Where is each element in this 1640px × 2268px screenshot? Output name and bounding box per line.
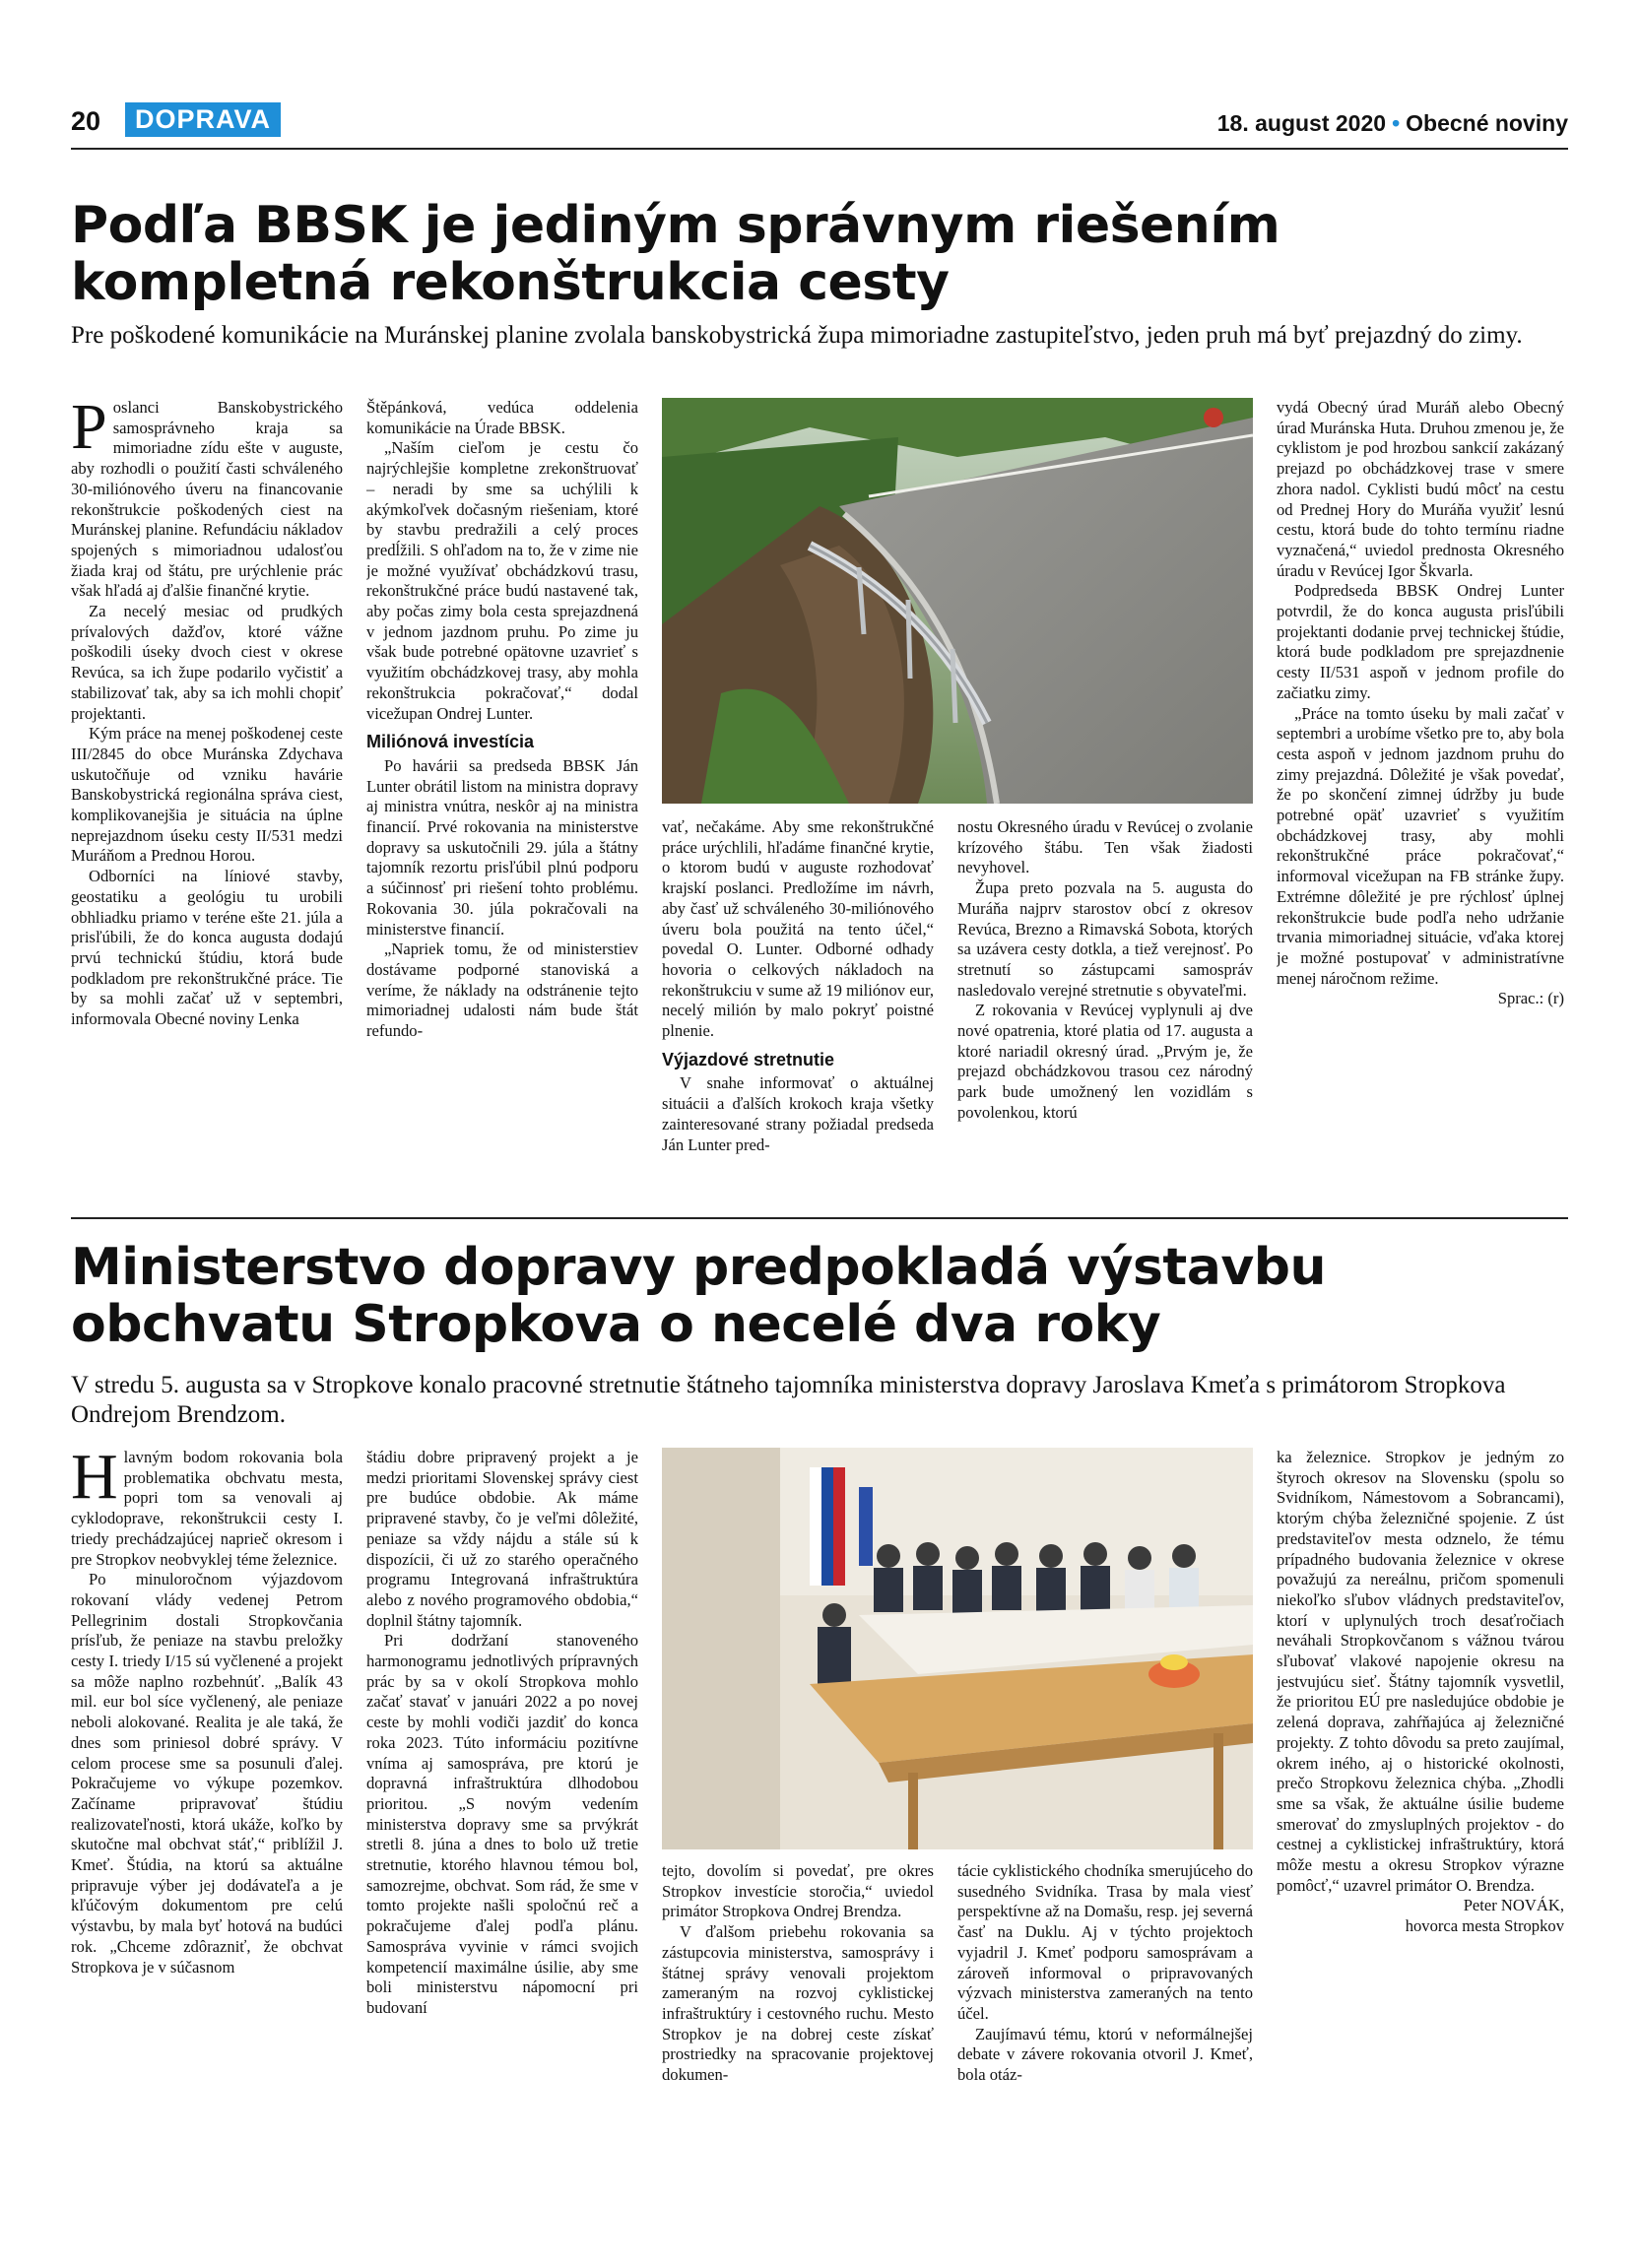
article1-paragraph: Odborníci na líniové stavby, geostatiku a geológiu tu urobili obhliadku priamo v teréne ešte 21. júla a prisľúbili, že do konca augusta dodajú prvú technickú štúdiu, ktorá bude podkladom pre rekonštrukčné práce. Tie by sa mohli začať už v septembri, informovala Obecné noviny Lenka	[71, 867, 343, 1029]
article2-paragraph: Zaujímavú tému, ktorú v neformálnejšej debate v závere rokovania otvoril J. Kmeť, bola otáz-	[957, 2024, 1253, 2085]
article2-author-role: hovorca mesta Stropkov	[1405, 1916, 1564, 1936]
subheading-investicia: Miliónová investícia	[366, 732, 535, 752]
subheading-stretnutie: Výjazdové stretnutie	[662, 1049, 835, 1069]
page-header	[71, 102, 1568, 150]
article1-paragraph: Župa preto pozvala na 5. augusta do Muráňa najprv starostov obcí z okresov Revúca, Brezno a Rimavská Sobota, ktorých sa uzávera cesty dotkla, a tiež verejnosť. Po stretnutí so zástupcami samospráv nasledovalo verejné stretnutie s obyvateľmi.	[957, 878, 1253, 1000]
article2-author: Peter NOVÁK,	[1463, 1896, 1564, 1915]
article2-column-2	[366, 1448, 638, 2206]
drop-cap: P	[71, 398, 107, 463]
article2-lead: V stredu 5. augusta sa v Stropkove konalo pracovné stretnutie štátneho tajomníka ministerstva dopravy Jaroslava Kmeťa s primátorom Stropkova Ondrejom Brendzom.	[71, 1372, 1506, 1428]
article1-paragraph: Za necelý mesiac od prudkých prívalových dažďov, ktoré vážne poškodili úseky dvoch ciest v okrese Revúca, sa ich župe podarilo vyčistiť a stabilizovať tak, aby sa ich mohli chopiť projektanti.	[71, 602, 343, 723]
article1-paragraph: Podpredseda BBSK Ondrej Lunter potvrdil, že do konca augusta prisľúbili projektanti dodanie prvej technickej štúdie, ktorá bude podkladom pre sprejazdnenie cesty II/531 aspoň v jednom profile do začiatku zimy.	[1277, 581, 1564, 702]
article1-signature: Sprac.: (r)	[1497, 989, 1564, 1008]
article1-paragraph: Kým práce na menej poškodenej ceste III/2845 do obce Muránska Zdychava uskutočňuje od vzniku havárie Banskobystrická regionálna správa ciest, komplikovanejšia je situácia na úplne neprejazdnom úseku cesty II/531 medzi Muráňom a Prednou Horou.	[71, 724, 343, 866]
article1-paragraph: Štěpánková, vedúca oddelenia komunikácie na Úrade BBSK.	[366, 398, 638, 437]
meeting-image	[662, 1448, 1253, 1849]
article1-column-4	[957, 817, 1253, 1209]
article2-column-1	[71, 1448, 343, 2206]
article1-paragraph: vať, nečakáme. Aby sme rekonštrukčné práce urýchlili, hľadáme finančné krytie, o ktorom budú v auguste rozhodovať krajskí poslanci. Predložíme im návrh, aby časť už schváleného 30-miliónového úveru bola použitá na tento účel,“ povedal O. Lunter. Odborné odhady hovoria o celkových nákladoch na rekonštrukciu v sume až 19 miliónov eur, necelý milión by malo pokryť poistné plnenie.	[662, 817, 934, 1041]
article1-column-3	[662, 817, 934, 1209]
article1-paragraph: „Napriek tomu, že od ministerstiev dostávame podporné stanoviská a veríme, že náklady na odstránenie tejto mimoriadnej udalosti nám bude štát refundo-	[366, 940, 638, 1041]
article2-paragraph: Hlavným bodom rokovania bola problematika obchvatu mesta, popri tom sa venovali aj cyklodoprave, rekonštrukcii cesty I. triedy prechádzajúcej naprieč okresom i pre Stropkov neobvyklej téme železnice.	[71, 1448, 343, 1569]
article2-paragraph: tácie cyklistického chodníka smerujúceho do susedného Svidníka. Trasa by mala viesť perspektívne až na Domašu, resp. jej severná časť na Duklu. Aj v týchto projektoch vyjadril J. Kmeť podporu samosprávam a zároveň informoval o pripravovaných výzvach ministerstva zameraných na tento účel.	[957, 1861, 1253, 2023]
article1-title: Podľa BBSK je jediným správnym riešením kompletná rekonštrukcia cesty	[71, 196, 1280, 312]
article1-column-1	[71, 398, 343, 1209]
article1-paragraph: V snahe informovať o aktuálnej situácii a ďalších krokoch kraja všetky zainteresované strany požiadal predseda Ján Lunter pred-	[662, 1073, 934, 1154]
article2-paragraph: Po minuloročnom výjazdovom rokovaní vlády vedenej Petrom Pellegrinim dostali Stropkovčania prísľub, že peniaze na stavbu preložky cesty I. triedy I/15 sú vyčlenené a projekt sa môže naplno rozbehnúť. „Balík 43 mil. eur bol síce vyčlenený, ale peniaze neboli alokované. Realita je ale taká, že dnes som priniesol dobré správy. V celom procese sme sa posunuli ďalej. Pokračujeme vo výkupe pozemkov. Začíname pripravovať štúdiu realizovateľnosti, ktorá ukáže, koľko by skutočne mal obchvat stáť,“ priblížil J. Kmeť. Štúdia, na ktorú sa aktuálne pripravuje výber jej dodávateľa a je kľúčovým dokumentom pre celú výstavbu, by mala byť hotová na budúci rok. „Chceme zdôrazniť, že obchvat Stropkova je v súčasnom	[71, 1570, 343, 1976]
drop-cap: H	[71, 1448, 118, 1513]
publication-name: Obecné noviny	[1406, 110, 1568, 136]
road-damage-photo	[662, 398, 1253, 804]
article1-column-5	[1277, 398, 1564, 1209]
article1-paragraph: Po havárii sa predseda BBSK Ján Lunter obrátil listom na ministra dopravy aj ministra vnútra, neskôr aj na ministra financií. Prvé rokovania na ministerstve dopravy sa uskutočnili 29. júla a štátny tajomník rezortu prisľúbil plnú podporu a súčinnosť pri riešení tohto problému. Rokovania 30. júla pokračovali na ministerstve financií.	[366, 755, 638, 939]
article2-title: Ministerstvo dopravy predpokladá výstavbu obchvatu Stropkova o necelé dva roky	[71, 1238, 1327, 1354]
article1-column-2	[366, 398, 638, 1209]
article1-paragraph: Z rokovania v Revúcej vyplynuli aj dve nové opatrenia, ktoré platia od 17. augusta a ktoré nariadil okresný úrad. „Prvým je, že prejazd obchádzkovou trasou cez národný park bude umožnený len vozidlám s povolenkou, ktorú	[957, 1001, 1253, 1122]
road-damage-image	[662, 398, 1253, 804]
article1-paragraph: Poslanci Banskobystrického samosprávneho kraja sa mimoriadne zídu ešte v auguste, aby rozhodli o použití časti schváleného 30-miliónového úveru na financovanie rekonštrukcie poškodených ciest na Muránskej planine. Refundáciu nákladov spojených s mimoriadnou udalosťou žiada kraj od štátu, pre urýchlenie prác však hľadá aj ďalšie finančné krytie.	[71, 398, 343, 601]
article1-paragraph: „Naším cieľom je cestu čo najrýchlejšie kompletne zrekonštruovať – neradi by sme sa uchýlili k akýmkoľvek dočasným riešeniam, ktoré by stavbu predražili a celý proces predĺžili. S ohľadom na to, že v zime nie je možné využívať obchádzkovú trasu, rekonštrukčné práce budú nastavené tak, aby počas zimy bola cesta sprejazdnená v jednom jazdnom pruhu. Po zime ju však bude potrebné opätovne uzavrieť s využitím obchádzkovej trasy, aby mohla rekonštrukcia pokračovať,“ dodal vicežupan Ondrej Lunter.	[366, 438, 638, 723]
article2-paragraph: ka železnice. Stropkov je jedným zo štyroch okresov na Slovensku (spolu so Svidníkom, Námestovom a Sobrancami), ktorým chýba železničné spojenie. Z úst predstaviteľov mesta odznelo, že tému prípadného budovania železnice v okrese považujú za nereálnu, pričom spomenuli niekoľko sľubov vládnych predstaviteľov, ktorí v uplynulých troch desaťročiach neváhali Stropkovčanom s vážnou tvárou sľubovať vlakové napojenie okresu na jestvujúcu sieť. Štátny tajomník vysvetlil, že prioritou EÚ pre nasledujúce obdobie je zelená doprava, zahŕňajúca aj železničné projekty. Z tohto dôvodu sa preto zaujímal, okrem iného, aj o historické okolnosti, prečo Stropkovu železnica chýba. „Zhodli sme sa však, že aktuálne úsilie budeme smerovať do zmysluplných projektov - do cestnej a cyklistickej infraštruktúry, ktorá môže mestu a okresu Stropkov výrazne pomôcť,“ uzavrel primátor O. Brendza.	[1277, 1448, 1564, 1895]
article-divider	[71, 1217, 1568, 1219]
bullet-icon: •	[1392, 110, 1401, 136]
issue-date: 18. august 2020	[1216, 110, 1387, 136]
article2-column-5	[1277, 1448, 1564, 2206]
page-number: 20	[71, 106, 101, 136]
article2-paragraph: V ďalšom priebehu rokovania sa zástupcovia ministerstva, samosprávy i štátnej správy venovali projektom zameraným na rozvoj cyklistickej infraštruktúry i cestovného ruchu. Mesto Stropkov je na dobrej ceste získať prostriedky na spracovanie projektovej dokumen-	[662, 1922, 934, 2085]
article2-paragraph: tejto, dovolím si povedať, pre okres Stropkov investície storočia,“ uviedol primátor Stropkova Ondrej Brendza.	[662, 1861, 934, 1921]
article2-column-3	[662, 1861, 934, 2206]
article1-paragraph: vydá Obecný úrad Muráň alebo Obecný úrad Muránska Huta. Druhou zmenou je, že cyklistom je pod hrozbou sankcií zakázaný prejazd po obchádzkovej trase v smere zhora nadol. Cyklisti budú môcť na cestu od Prednej Hory do Muráňa využiť lesnú cestu, ktorá bude do tohto termínu riadne vyznačená,“ uviedol prednosta Okresného úradu v Revúcej Igor Škvarla.	[1277, 398, 1564, 580]
header-dateline	[1217, 110, 1568, 137]
article1-paragraph: nostu Okresného úradu v Revúcej o zvolanie krízového štábu. Ten však žiadosti nevyhovel.	[957, 817, 1253, 877]
article2-paragraph: štádiu dobre pripravený projekt a je medzi prioritami Slovenskej správy ciest pre budúce obdobie. Ak máme pripravené stavby, čo je veľmi dôležité, peniaze sa vždy nájdu a stále sú k dispozícii, či už zo starého operačného programu Integrovaná infraštruktúra alebo z nového programového obdobia,“ doplnil štátny tajomník.	[366, 1448, 638, 1630]
article2-paragraph: Pri dodržaní stanoveného harmonogramu jednotlivých prípravných prác by sa v okolí Stropkova mohlo začať stavať v januári 2022 a po novej ceste by mohli vodiči jazdiť do konca roka 2023. Túto informáciu pozitívne vníma aj samospráva, pre ktorú je dopravná infraštruktúra dlhodobou prioritou. „S novým vedením ministerstva dopravy sme sa prvýkrát stretli 8. júna a dnes to bolo už tretie stretnutie, ktorého hlavnou témou bol, samozrejme, obchvat. Som rád, že sme v tomto projekte našli spoločnú reč a pokračujeme ďalej podľa plánu. Samospráva vyvinie v rámci svojich kompetencií maximálne úsilie, aby sme boli ministerstvu nápomocní pri budovaní	[366, 1631, 638, 2017]
article2-column-4	[957, 1861, 1253, 2206]
article1-lead: Pre poškodené komunikácie na Muránskej planine zvolala banskobystrická župa mimoriadne zastupiteľstvo, jeden pruh má byť prejazdný do zimy.	[71, 322, 1523, 349]
meeting-photo	[662, 1448, 1253, 1849]
article1-paragraph: „Práce na tomto úseku by mali začať v septembri a urobíme všetko pre to, aby bola cesta aspoň v jednom jazdnom pruhu do zimy prejazdná. Dôležité je však povedať, že po skončení zimnej údržby ju bude potrebné opäť uzavrieť s využitím obchádzkovej trasy, aby mohli rekonštrukčné práce pokračovať,“ informoval vicežupan na FB stránke župy. Extrémne dôležité je pre rýchlosť úplnej rekonštrukcie bude podľa neho udržanie trvania mimoriadnej situácie, vďaka ktorej je možné postupovať v administratívne menej náročnom režime.	[1277, 703, 1564, 988]
section-label: DOPRAVA	[125, 102, 281, 137]
